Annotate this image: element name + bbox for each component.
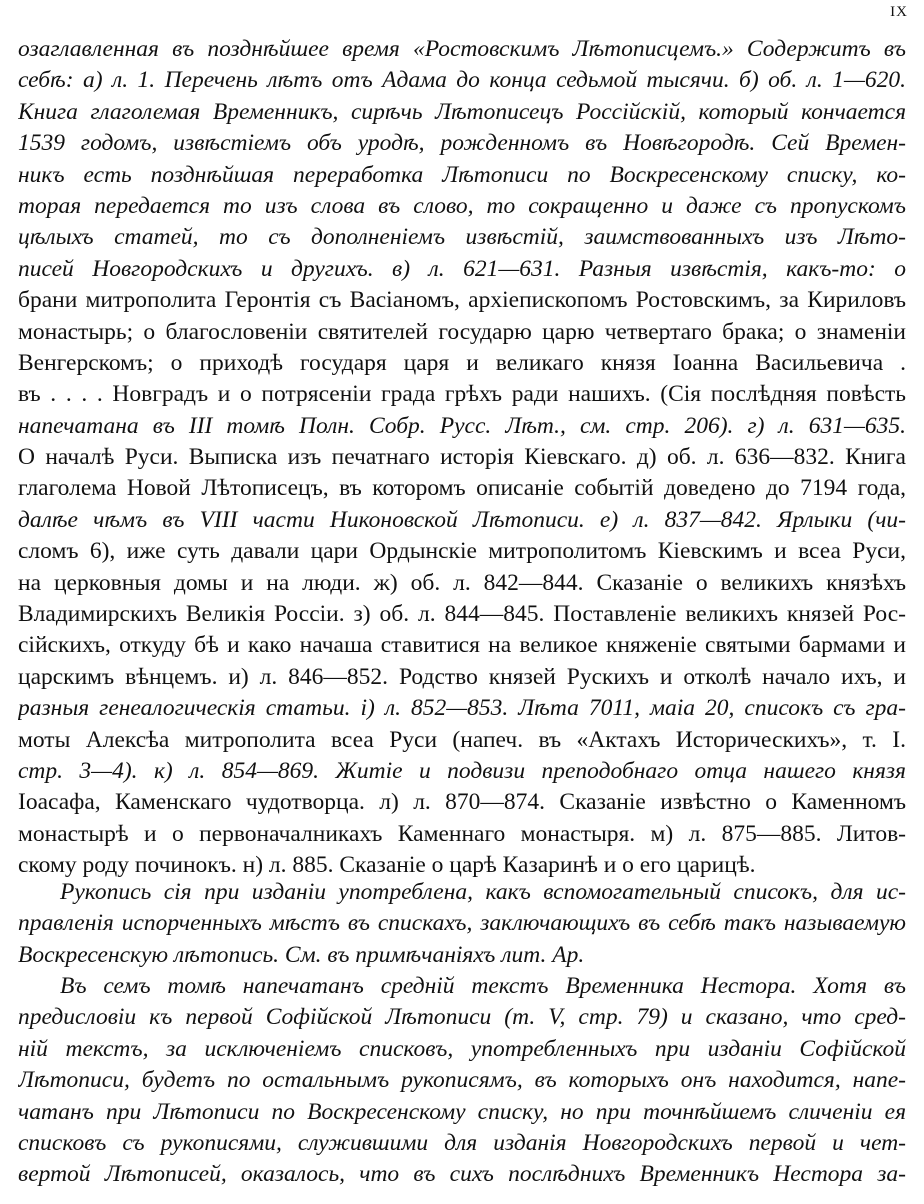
text-line: глаголема Новой Лѣтописецъ, въ которомъ описаніе событій доведено до 7194 года, [18,475,906,502]
text-line: торая передается то изъ слова въ слово, то сокращенно и даже съ пропускомъ [18,192,906,219]
text-line: озаглавленная въ позднѣйшее время «Ростовскимъ Лѣтописцемъ.» Содержитъ въ [18,36,906,62]
text-line: Лѣтописи, будетъ по остальнымъ рукописямъ, въ которыхъ онъ находится, напе- [18,1067,906,1094]
text-line: монастырь; о благословеніи святителей государю царю четвертаго брака; о знаменіи [18,318,906,345]
text-line: себѣ: а) л. 1. Перечень лѣтъ отъ Адама до конца седьмой тысячи. б) об. л. 1—620. [18,67,906,94]
text-line: разныя генеалогическія статьи. і) л. 852—853. Лѣта 7011, маіа 20, списокъ съ гра- [18,695,906,722]
text-line: сломъ 6), иже суть давали цари Ордынскіе митрополитомъ Кіевскимъ и всеа Руси, [18,538,906,565]
text-line: Въ семъ томѣ напечатанъ средній текстъ Временника Нестора. Хотя въ [60,973,906,999]
text-line: сійскихъ, откуду бѣ и како начаша ставитися на великое княженіе святыми бармами и [18,632,906,659]
text-line: Рукопись сія при изданіи употреблена, какъ вспомогательный списокъ, для ис- [60,879,906,905]
text-line: монастырѣ и о первоначалникахъ Каменнаго монастыря. м) л. 875—885. Литов- [18,820,906,847]
main-paragraph [18,34,906,882]
text-line: Воскресенскую лѣтопись. См. въ примѣчаніяхъ лит. Ар. [18,941,585,968]
text-line: ній текстъ, за исключеніемъ списковъ, употребленныхъ при изданіи Софійской [18,1035,906,1062]
text-line: писей Новгородскихъ и другихъ. в) л. 621—631. Разныя извѣстія, какъ-то: о [18,255,906,282]
text-line: Владимирскихъ Великія Россіи. з) об. л. 844—845. Поставленіе великихъ князей Рос- [18,601,906,628]
text-line: стр. 3—4). к) л. 854—869. Житіе и подвизи преподобнаго отца нашего князя [18,757,906,784]
text-line: въ . . . . Новградъ и о потрясеніи града грѣхъ ради нашихъ. (Сія послѣдняя повѣсть [18,381,906,408]
text-line: царскимъ вѣнцемъ. и) л. 846—852. Родство князей Рускихъ и отколѣ начало ихъ, и [18,663,906,690]
text-line: вертой Лѣтописей, оказалось, что въ сихъ послѣднихъ Временникъ Нестора за- [18,1161,906,1188]
text-line: брани митрополита Геронтія съ Васіаномъ, архіепископомъ Ростовскимъ, за Кириловъ [18,287,906,314]
paragraph-manuscript-use [18,877,906,971]
text-line: далѣе чѣмъ въ VIII части Никоновской Лѣтописи. е) л. 837—842. Ярлыки (чи- [18,506,906,533]
text-line: О началѣ Руси. Выписка изъ печатнаго исторія Кіевскаго. д) об. л. 636—832. Книга [18,444,906,471]
text-line: предисловіи къ первой Софійской Лѣтописи (т. V, стр. 79) и сказано, что сред- [18,1004,906,1031]
text-line: на церковныя домы и на люди. ж) об. л. 842—844. Сказаніе о великихъ князѣхъ [18,569,906,596]
text-line: Книга глаголемая Временникъ, сирѣчь Лѣтописецъ Россійскій, который кончается [18,98,906,125]
text-line: правленія испорченныхъ мѣстъ въ спискахъ, заключающихъ въ себѣ такъ называемую [18,910,906,937]
text-line: никъ есть позднѣйшая переработка Лѣтописи по Воскресенскому списку, ко- [18,161,906,188]
text-line: чатанъ при Лѣтописи по Воскресенскому списку, но при точнѣйшемъ сличеніи ея [18,1098,906,1125]
text-line: цѣлыхъ статей, то съ дополненіемъ извѣстій, заимствованныхъ изъ Лѣто- [18,224,906,251]
text-line: Венгерскомъ; о приходѣ государя царя и великаго князя Іоанна Васильевича . [18,349,906,376]
page-number: IX [890,4,908,20]
paragraph-nestor-text [18,971,906,1191]
text-line: скому роду починокъ. н) л. 885. Сказаніе о царѣ Казаринѣ и о его царицѣ. [18,852,756,879]
text-line: списковъ съ рукописями, служившими для изданія Новгородскихъ первой и чет- [18,1129,906,1156]
text-line: моты Алексѣа митрополита всеа Руси (напеч. въ «Актахъ Историческихъ», т. I. [18,726,906,753]
text-line: 1539 годомъ, извѣстіемъ объ уродѣ, рожденномъ въ Новѣгородѣ. Сей Времен- [18,130,906,157]
text-line: Іоасафа, Каменскаго чудотворца. л) л. 870—874. Сказаніе извѣстно о Каменномъ [18,789,906,816]
text-line: напечатана въ III томѣ Полн. Собр. Русс. Лѣт., см. стр. 206). г) л. 631—635. [18,412,906,439]
